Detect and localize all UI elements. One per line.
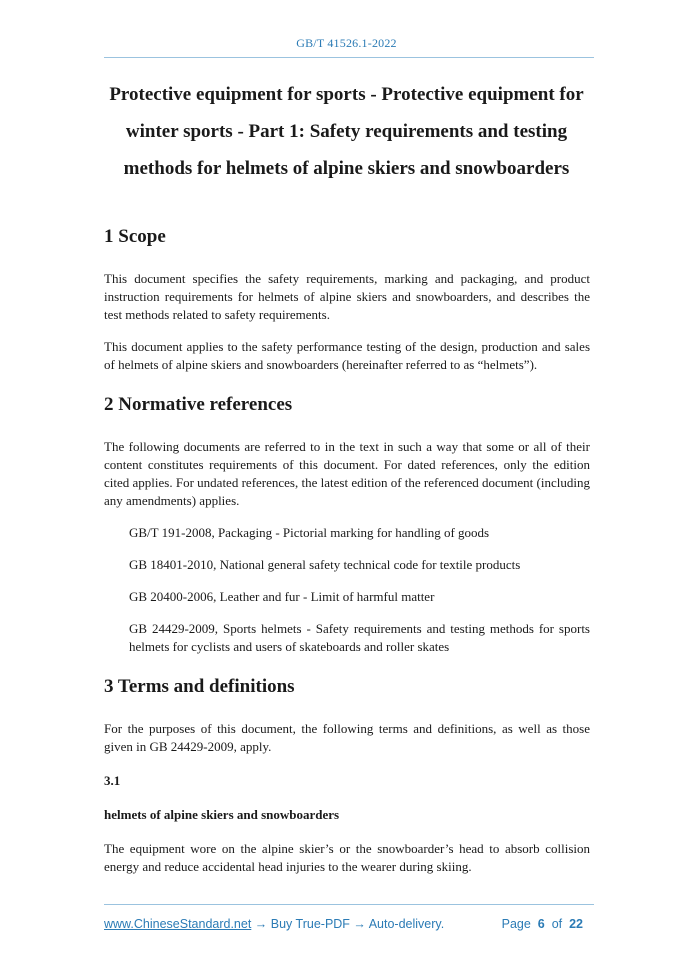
term-name: helmets of alpine skiers and snowboarders	[104, 807, 340, 822]
title-line-3: methods for helmets of alpine skiers and snowboarders	[123, 158, 570, 179]
section-heading-terms-definitions: 3 Terms and definitions	[104, 676, 295, 697]
normative-references-intro: The following documents are referred to in the text in such a way that some or all of their content constitutes requirements of this document. For dated references, only the edition cited applies. For undated references, the latest edition of the referenced document (including any amendments) applies.	[104, 439, 590, 508]
footer-promo-text: → Buy True-PDF → Auto-delivery.	[251, 917, 445, 931]
term-number: 3.1	[104, 773, 121, 788]
header-divider	[104, 57, 594, 58]
reference-item: GB 20400-2006, Leather and fur - Limit of harmful matter	[129, 589, 435, 604]
document-title	[96, 76, 597, 187]
page-current: 6	[537, 917, 545, 931]
title-line-1: Protective equipment for sports - Protective equipment for	[109, 84, 584, 105]
scope-paragraph-2: This document applies to the safety performance testing of the design, production and sales of helmets of alpine skiers and snowboarders (hereinafter referred to as “helmets”).	[104, 339, 590, 372]
footer-site-link[interactable]: www.ChineseStandard.net	[104, 917, 252, 931]
reference-item: GB/T 191-2008, Packaging - Pictorial marking for handling of goods	[129, 525, 490, 540]
term-definition: The equipment wore on the alpine skier’s or the snowboarder’s head to absorb collision energy and reduce accidental head injuries to the wearer during skiing.	[104, 841, 590, 874]
section-heading-scope: 1 Scope	[104, 226, 166, 247]
page-total: 22	[569, 917, 583, 931]
header-standard-code: GB/T 41526.1-2022	[296, 36, 397, 50]
section-heading-normative-references: 2 Normative references	[104, 394, 293, 415]
scope-paragraph-1: This document specifies the safety requirements, marking and packaging, and product instruction requirements for helmets of alpine skiers and snowboarders, and describes the test methods related to safety requirements.	[104, 271, 590, 322]
reference-item: GB 18401-2010, National general safety technical code for textile products	[129, 557, 521, 572]
reference-item: GB 24429-2009, Sports helmets - Safety requirements and testing methods for sports helmets for cyclists and users of skateboards and roller skates	[129, 621, 590, 654]
document-body	[104, 224, 590, 876]
title-line-2: winter sports - Part 1: Safety requirements and testing	[125, 121, 568, 142]
page-of-label: of	[551, 917, 563, 931]
footer-divider	[104, 904, 594, 905]
page-label: Page	[501, 917, 531, 931]
page-indicator	[502, 917, 583, 931]
footer-promo	[104, 917, 444, 931]
terms-intro: For the purposes of this document, the following terms and definitions, as well as those given in GB 24429-2009, apply.	[104, 721, 590, 754]
